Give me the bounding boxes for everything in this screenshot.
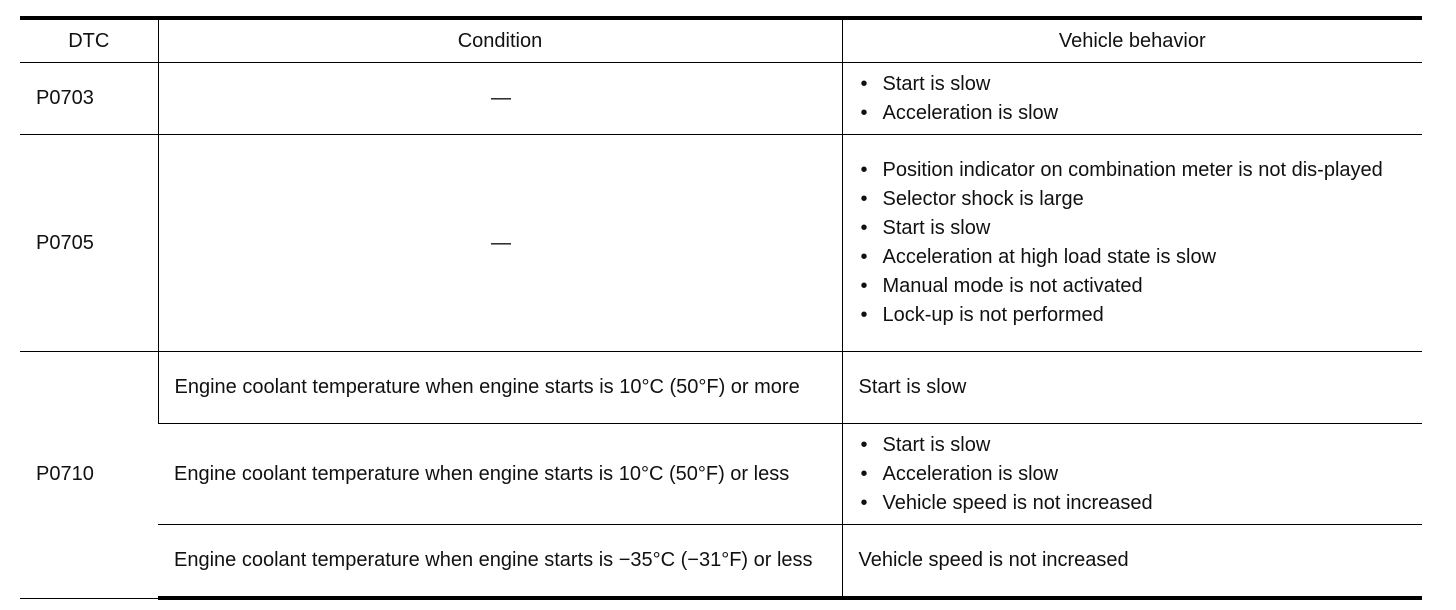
behavior-list [859,431,1409,518]
behavior-item: • Lock-up is not performed [859,301,1409,330]
behavior-item: • Manual mode is not activated [859,272,1409,301]
behavior-cell: Start is slow [842,352,1422,424]
dtc-code: P0705 [20,135,158,352]
header-vehicle-behavior: Vehicle behavior [842,18,1422,63]
behavior-cell [842,424,1422,525]
table-row-p0703 [20,63,1422,135]
condition-cell: — [158,63,842,135]
condition-cell: Engine coolant temperature when engine starts is −35°C (−31°F) or less [158,525,842,599]
dtc-behavior-table [20,16,1422,600]
dtc-behavior-table-container [20,16,1422,600]
behavior-item: • Acceleration at high load state is slow [859,243,1409,272]
condition-cell: — [158,135,842,352]
table-header-row [20,18,1422,63]
behavior-list [859,156,1409,330]
behavior-item: • Selector shock is large [859,185,1409,214]
behavior-cell [842,135,1422,352]
table-row-p0710-warm-start [20,352,1422,424]
table-row-p0710-cool-start [20,424,1422,525]
dtc-code: P0703 [20,63,158,135]
behavior-item: • Start is slow [859,70,1409,99]
behavior-cell: Vehicle speed is not increased [842,525,1422,599]
table-row-p0710-cold-start [20,525,1422,599]
behavior-item: • Vehicle speed is not increased [859,489,1409,518]
behavior-item: • Start is slow [859,431,1409,460]
header-condition: Condition [158,18,842,63]
table-row-p0705 [20,135,1422,352]
condition-cell: Engine coolant temperature when engine starts is 10°C (50°F) or more [158,352,842,424]
header-dtc: DTC [20,18,158,63]
behavior-item: • Start is slow [859,214,1409,243]
behavior-item: • Acceleration is slow [859,99,1409,128]
behavior-item: • Position indicator on combination meter is not dis-played [859,156,1409,185]
behavior-item: • Acceleration is slow [859,460,1409,489]
behavior-list [859,70,1409,128]
condition-cell: Engine coolant temperature when engine starts is 10°C (50°F) or less [158,424,842,525]
dtc-code: P0710 [20,352,158,599]
behavior-cell [842,63,1422,135]
